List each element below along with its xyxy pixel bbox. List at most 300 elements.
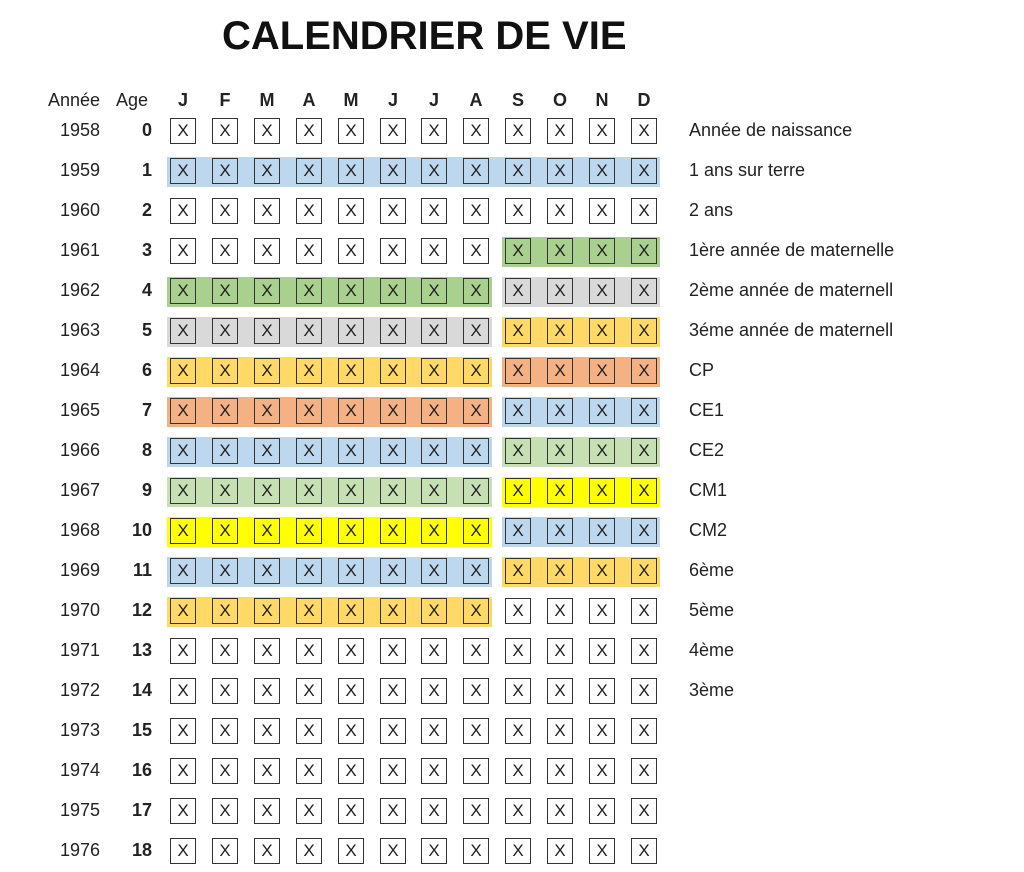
- month-cell: X: [421, 158, 447, 184]
- row-label: 3éme année de maternell: [689, 320, 894, 340]
- row-year: 1969: [60, 560, 101, 580]
- month-cell: X: [296, 318, 322, 344]
- month-cell: X: [547, 758, 573, 784]
- month-cell: X: [589, 398, 615, 424]
- row-year: 1966: [60, 440, 101, 460]
- month-cell: X: [505, 438, 531, 464]
- month-cell: X: [421, 318, 447, 344]
- month-cell: X: [421, 678, 447, 704]
- column-header-year: Année: [48, 90, 101, 110]
- month-cell: X: [589, 358, 615, 384]
- row-age: 9: [141, 480, 152, 500]
- month-cell: X: [296, 198, 322, 224]
- row-age: 1: [141, 160, 152, 180]
- month-cell: X: [212, 718, 238, 744]
- month-cell: X: [338, 758, 364, 784]
- month-header: O: [552, 90, 567, 110]
- month-cell: X: [589, 598, 615, 624]
- month-cell: X: [505, 838, 531, 864]
- row-year: 1974: [60, 760, 101, 780]
- month-header: A: [469, 90, 483, 110]
- month-cell: X: [421, 398, 447, 424]
- month-cell: X: [338, 838, 364, 864]
- year-row: [0, 792, 1024, 832]
- month-cell: X: [212, 678, 238, 704]
- month-cell: X: [505, 318, 531, 344]
- month-cell: X: [254, 638, 280, 664]
- month-cell: X: [338, 678, 364, 704]
- month-cell: X: [589, 718, 615, 744]
- month-cell: X: [254, 238, 280, 264]
- year-row: [0, 752, 1024, 792]
- row-label: CE2: [689, 440, 725, 460]
- month-cell: X: [296, 558, 322, 584]
- month-cell: X: [547, 238, 573, 264]
- month-cell: X: [170, 238, 196, 264]
- month-cell: X: [380, 558, 406, 584]
- month-cell: X: [254, 678, 280, 704]
- year-row: [0, 192, 1024, 232]
- year-row: [0, 392, 1024, 432]
- month-cell: X: [296, 678, 322, 704]
- month-cell: X: [254, 518, 280, 544]
- month-cell: X: [505, 678, 531, 704]
- year-row: [0, 832, 1024, 872]
- month-cell: X: [547, 838, 573, 864]
- month-cell: X: [380, 358, 406, 384]
- month-cell: X: [631, 398, 657, 424]
- month-header: J: [387, 90, 398, 110]
- row-year: 1961: [60, 240, 101, 260]
- month-cell: X: [380, 798, 406, 824]
- row-label: 4ème: [689, 640, 735, 660]
- month-cell: X: [631, 758, 657, 784]
- month-cell: X: [254, 198, 280, 224]
- month-cell: X: [212, 558, 238, 584]
- month-cell: X: [547, 118, 573, 144]
- month-cell: X: [505, 598, 531, 624]
- year-row: [0, 672, 1024, 712]
- month-cell: X: [380, 518, 406, 544]
- month-cell: X: [631, 358, 657, 384]
- month-cell: X: [254, 598, 280, 624]
- month-cell: X: [212, 398, 238, 424]
- month-cell: X: [589, 678, 615, 704]
- year-row: [0, 152, 1024, 192]
- year-row: [0, 432, 1024, 472]
- month-cell: X: [170, 358, 196, 384]
- row-label: CP: [689, 360, 715, 380]
- month-cell: X: [296, 118, 322, 144]
- row-label: CM1: [689, 480, 728, 500]
- month-cell: X: [212, 798, 238, 824]
- row-age: 17: [131, 800, 152, 820]
- month-cell: X: [547, 598, 573, 624]
- month-cell: X: [296, 518, 322, 544]
- month-cell: X: [547, 438, 573, 464]
- month-cell: X: [338, 238, 364, 264]
- month-cell: X: [338, 478, 364, 504]
- year-row: [0, 592, 1024, 632]
- month-cell: X: [631, 158, 657, 184]
- month-cell: X: [631, 678, 657, 704]
- month-cell: X: [170, 558, 196, 584]
- month-cell: X: [338, 118, 364, 144]
- month-cell: X: [463, 518, 489, 544]
- month-cell: X: [421, 838, 447, 864]
- month-cell: X: [547, 558, 573, 584]
- month-cell: X: [421, 358, 447, 384]
- month-cell: X: [212, 478, 238, 504]
- month-cell: X: [212, 518, 238, 544]
- month-cell: X: [547, 198, 573, 224]
- row-age: 7: [141, 400, 152, 420]
- row-age: 16: [131, 760, 152, 780]
- month-cell: X: [631, 278, 657, 304]
- row-age: 6: [141, 360, 152, 380]
- row-year: 1960: [60, 200, 101, 220]
- month-cell: X: [296, 358, 322, 384]
- month-cell: X: [380, 438, 406, 464]
- month-cell: X: [380, 278, 406, 304]
- row-age: 8: [141, 440, 152, 460]
- row-label: 1ère année de maternelle: [689, 240, 895, 260]
- month-cell: X: [212, 118, 238, 144]
- month-cell: X: [421, 278, 447, 304]
- month-cell: X: [421, 478, 447, 504]
- month-cell: X: [296, 158, 322, 184]
- month-cell: X: [170, 158, 196, 184]
- month-cell: X: [212, 638, 238, 664]
- month-cell: X: [296, 478, 322, 504]
- month-cell: X: [547, 718, 573, 744]
- month-cell: X: [296, 278, 322, 304]
- month-cell: X: [338, 198, 364, 224]
- month-cell: X: [547, 478, 573, 504]
- row-age: 11: [132, 560, 152, 580]
- month-cell: X: [380, 758, 406, 784]
- row-label: CM2: [689, 520, 728, 540]
- month-cell: X: [254, 478, 280, 504]
- month-cell: X: [254, 838, 280, 864]
- month-cell: X: [463, 118, 489, 144]
- month-cell: X: [631, 798, 657, 824]
- column-header-age: Age: [116, 90, 149, 110]
- month-cell: X: [338, 278, 364, 304]
- month-cell: X: [170, 718, 196, 744]
- month-cell: X: [589, 198, 615, 224]
- month-cell: X: [505, 238, 531, 264]
- month-cell: X: [421, 638, 447, 664]
- month-cell: X: [631, 638, 657, 664]
- month-cell: X: [547, 278, 573, 304]
- month-cell: X: [505, 518, 531, 544]
- month-cell: X: [338, 518, 364, 544]
- month-cell: X: [421, 118, 447, 144]
- year-row: [0, 632, 1024, 672]
- month-cell: X: [463, 678, 489, 704]
- month-cell: X: [589, 838, 615, 864]
- month-cell: X: [631, 598, 657, 624]
- month-cell: X: [463, 558, 489, 584]
- month-cell: X: [589, 478, 615, 504]
- month-cell: X: [631, 438, 657, 464]
- row-year: 1962: [60, 280, 101, 300]
- year-row: [0, 552, 1024, 592]
- month-cell: X: [296, 638, 322, 664]
- row-label: CE1: [689, 400, 725, 420]
- month-cell: X: [338, 358, 364, 384]
- month-cell: X: [463, 758, 489, 784]
- row-age: 15: [131, 720, 152, 740]
- month-cell: X: [296, 598, 322, 624]
- month-cell: X: [631, 318, 657, 344]
- row-age: 13: [131, 640, 152, 660]
- month-cell: X: [589, 238, 615, 264]
- month-cell: X: [505, 158, 531, 184]
- month-cell: X: [421, 238, 447, 264]
- month-cell: X: [338, 598, 364, 624]
- row-age: 2: [141, 200, 152, 220]
- row-year: 1971: [60, 640, 101, 660]
- year-row: [0, 512, 1024, 552]
- month-cell: X: [589, 638, 615, 664]
- month-header: N: [595, 90, 609, 110]
- month-cell: X: [296, 398, 322, 424]
- row-year: 1975: [60, 800, 101, 820]
- month-cell: X: [338, 158, 364, 184]
- row-year: 1976: [60, 840, 101, 860]
- month-cell: X: [547, 158, 573, 184]
- month-cell: X: [170, 318, 196, 344]
- month-cell: X: [505, 718, 531, 744]
- month-cell: X: [631, 238, 657, 264]
- month-cell: X: [631, 718, 657, 744]
- month-cell: X: [170, 438, 196, 464]
- month-cell: X: [589, 118, 615, 144]
- month-cell: X: [254, 798, 280, 824]
- month-cell: X: [380, 838, 406, 864]
- month-cell: X: [589, 758, 615, 784]
- month-cell: X: [212, 278, 238, 304]
- month-cell: X: [212, 438, 238, 464]
- month-cell: X: [589, 518, 615, 544]
- month-cell: X: [170, 278, 196, 304]
- row-label: Année de naissance: [689, 120, 853, 140]
- month-cell: X: [170, 198, 196, 224]
- month-cell: X: [212, 598, 238, 624]
- month-cell: X: [212, 198, 238, 224]
- month-cell: X: [338, 558, 364, 584]
- month-header: M: [343, 90, 359, 110]
- month-cell: X: [505, 798, 531, 824]
- month-cell: X: [589, 318, 615, 344]
- month-cell: X: [631, 478, 657, 504]
- month-cell: X: [505, 278, 531, 304]
- month-cell: X: [547, 358, 573, 384]
- month-cell: X: [463, 198, 489, 224]
- row-label: 5ème: [689, 600, 735, 620]
- month-cell: X: [505, 638, 531, 664]
- year-row: [0, 232, 1024, 272]
- month-cell: X: [296, 838, 322, 864]
- row-year: 1967: [60, 480, 101, 500]
- month-cell: X: [380, 318, 406, 344]
- month-cell: X: [631, 118, 657, 144]
- month-cell: X: [254, 278, 280, 304]
- month-header: S: [511, 90, 524, 110]
- month-cell: X: [380, 678, 406, 704]
- month-cell: X: [212, 158, 238, 184]
- month-cell: X: [170, 838, 196, 864]
- month-cell: X: [212, 838, 238, 864]
- month-cell: X: [170, 398, 196, 424]
- month-cell: X: [631, 518, 657, 544]
- month-cell: X: [589, 558, 615, 584]
- month-cell: X: [296, 758, 322, 784]
- row-year: 1959: [60, 160, 101, 180]
- row-age: 18: [131, 840, 152, 860]
- period-band: [167, 157, 660, 187]
- row-age: 3: [141, 240, 152, 260]
- month-cell: X: [380, 238, 406, 264]
- month-cell: X: [463, 478, 489, 504]
- month-cell: X: [212, 318, 238, 344]
- month-cell: X: [463, 798, 489, 824]
- month-header: J: [177, 90, 188, 110]
- month-cell: X: [170, 478, 196, 504]
- row-age: 10: [131, 520, 152, 540]
- month-cell: X: [338, 718, 364, 744]
- month-cell: X: [296, 718, 322, 744]
- month-cell: X: [589, 278, 615, 304]
- month-cell: X: [338, 398, 364, 424]
- month-cell: X: [254, 318, 280, 344]
- month-cell: X: [254, 398, 280, 424]
- month-cell: X: [380, 198, 406, 224]
- month-cell: X: [380, 478, 406, 504]
- page-title: CALENDRIER DE VIE: [222, 14, 627, 58]
- year-row: [0, 472, 1024, 512]
- month-cell: X: [212, 758, 238, 784]
- month-cell: X: [338, 638, 364, 664]
- month-cell: X: [463, 638, 489, 664]
- month-cell: X: [547, 518, 573, 544]
- month-cell: X: [421, 758, 447, 784]
- month-cell: X: [463, 838, 489, 864]
- month-cell: X: [505, 758, 531, 784]
- month-cell: X: [547, 318, 573, 344]
- month-header: A: [302, 90, 316, 110]
- month-cell: X: [631, 198, 657, 224]
- month-cell: X: [380, 118, 406, 144]
- month-header: F: [219, 90, 231, 110]
- row-label: 1 ans sur terre: [689, 160, 806, 180]
- row-label: 2 ans: [689, 200, 734, 220]
- row-year: 1964: [60, 360, 101, 380]
- month-cell: X: [463, 238, 489, 264]
- row-label: 3ème: [689, 680, 735, 700]
- row-year: 1973: [60, 720, 101, 740]
- month-cell: X: [296, 798, 322, 824]
- month-cell: X: [589, 438, 615, 464]
- month-cell: X: [338, 318, 364, 344]
- month-cell: X: [421, 558, 447, 584]
- month-header: D: [637, 90, 651, 110]
- row-age: 14: [131, 680, 152, 700]
- month-cell: X: [505, 198, 531, 224]
- month-cell: X: [380, 398, 406, 424]
- year-row: [0, 712, 1024, 752]
- year-row: [0, 112, 1024, 152]
- month-cell: X: [170, 518, 196, 544]
- month-cell: X: [380, 158, 406, 184]
- month-cell: X: [631, 558, 657, 584]
- month-cell: X: [170, 638, 196, 664]
- month-cell: X: [421, 438, 447, 464]
- month-cell: X: [589, 158, 615, 184]
- month-cell: X: [170, 758, 196, 784]
- row-age: 0: [141, 120, 152, 140]
- month-cell: X: [589, 798, 615, 824]
- month-cell: X: [505, 478, 531, 504]
- month-cell: X: [463, 438, 489, 464]
- month-cell: X: [254, 558, 280, 584]
- row-age: 4: [141, 280, 152, 300]
- month-cell: X: [505, 358, 531, 384]
- month-cell: X: [338, 798, 364, 824]
- row-year: 1970: [60, 600, 101, 620]
- month-cell: X: [212, 358, 238, 384]
- month-cell: X: [505, 118, 531, 144]
- row-label: 6ème: [689, 560, 735, 580]
- month-header: J: [428, 90, 439, 110]
- row-year: 1963: [60, 320, 101, 340]
- row-year: 1972: [60, 680, 101, 700]
- month-cell: X: [421, 518, 447, 544]
- month-cell: X: [421, 718, 447, 744]
- month-cell: X: [463, 318, 489, 344]
- month-cell: X: [380, 598, 406, 624]
- month-cell: X: [463, 718, 489, 744]
- month-cell: X: [296, 238, 322, 264]
- month-cell: X: [296, 438, 322, 464]
- month-cell: X: [380, 638, 406, 664]
- month-cell: X: [463, 278, 489, 304]
- month-cell: X: [505, 398, 531, 424]
- row-year: 1965: [60, 400, 101, 420]
- month-cell: X: [254, 438, 280, 464]
- row-year: 1958: [60, 120, 101, 140]
- row-age: 12: [131, 600, 152, 620]
- month-cell: X: [547, 798, 573, 824]
- month-cell: X: [463, 158, 489, 184]
- month-cell: X: [505, 558, 531, 584]
- month-cell: X: [254, 758, 280, 784]
- month-cell: X: [170, 118, 196, 144]
- month-cell: X: [463, 358, 489, 384]
- row-label: 2ème année de maternell: [689, 280, 894, 300]
- month-cell: X: [254, 718, 280, 744]
- month-cell: X: [547, 638, 573, 664]
- year-row: [0, 312, 1024, 352]
- month-cell: X: [254, 158, 280, 184]
- month-cell: X: [547, 678, 573, 704]
- month-cell: X: [421, 798, 447, 824]
- month-cell: X: [254, 358, 280, 384]
- month-cell: X: [380, 718, 406, 744]
- month-cell: X: [170, 598, 196, 624]
